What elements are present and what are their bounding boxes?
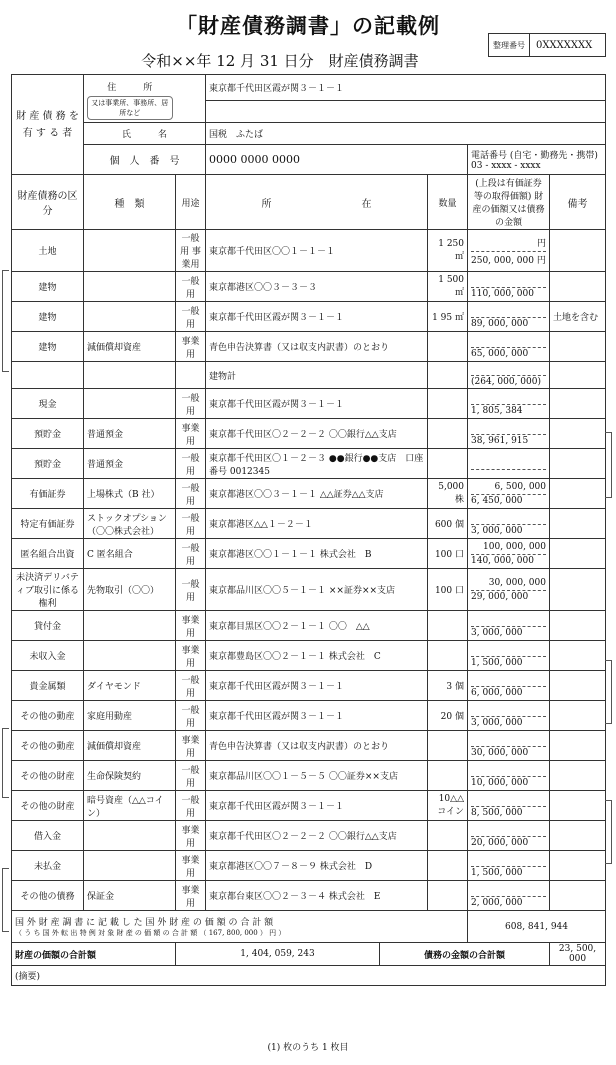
cell-yoto: 一般用 事業用 [176, 230, 206, 272]
cell-kubun: その他の財産 [12, 791, 84, 821]
cell-shurui [84, 230, 176, 272]
amount-value: 8, 500, 000 [471, 806, 546, 818]
cell-suryo: 100 口 [428, 539, 468, 569]
cell-biko [550, 539, 606, 569]
amount-value: 3, 000, 000 [471, 716, 546, 728]
col-yoto: 用途 [176, 175, 206, 230]
amount-top [471, 422, 546, 432]
table-row [12, 569, 606, 611]
cell-shozai: 東京都港区〇〇７－８－９ 株式会社 D [206, 851, 428, 881]
cell-suryo: 10△△コイン [428, 791, 468, 821]
cell-amount [468, 302, 550, 332]
cell-suryo: 3 個 [428, 671, 468, 701]
amount-top: 6, 500, 000 [494, 481, 546, 492]
cell-amount [468, 671, 550, 701]
amount-top: 円 [536, 238, 546, 249]
amount-top [471, 512, 546, 522]
cell-biko [550, 389, 606, 419]
cell-shurui: 家庭用動産 [84, 701, 176, 731]
right-bracket [605, 432, 612, 498]
cell-suryo [428, 881, 468, 911]
remarks-cell: (摘要) [12, 966, 606, 986]
cell-amount [468, 449, 550, 479]
cell-kubun: 有価証券 [12, 479, 84, 509]
cell-yoto: 事業用 [176, 851, 206, 881]
cell-kubun: 貸付金 [12, 611, 84, 641]
cell-biko [550, 449, 606, 479]
debts-total-label: 債務の金額の合計額 [380, 943, 550, 966]
cell-shozai: 青色申告決算書（又は収支内訳書）のとおり [206, 332, 428, 362]
cell-shurui [84, 851, 176, 881]
cell-shurui [84, 821, 176, 851]
amount-top: 100, 000, 000 [483, 541, 546, 552]
amount-value: 38, 961, 915 [471, 434, 546, 446]
cell-shozai: 東京都港区〇〇１－１－１ 株式会社 B [206, 539, 428, 569]
cell-yoto: 一般用 [176, 509, 206, 539]
cell-amount [468, 611, 550, 641]
cell-shozai: 東京都港区〇〇３－１－１ △△証券△△支店 [206, 479, 428, 509]
cell-shozai: 東京都千代田区〇２－２－２ 〇〇銀行△△支店 [206, 419, 428, 449]
cell-yoto: 一般用 [176, 449, 206, 479]
cell-amount [468, 791, 550, 821]
cell-shurui [84, 272, 176, 302]
address-value: 東京都千代田区霞が関３－１－１ [206, 75, 606, 101]
cell-suryo [428, 362, 468, 389]
left-bracket [2, 728, 9, 798]
table-row [12, 449, 606, 479]
table-row [12, 419, 606, 449]
cell-amount [468, 731, 550, 761]
name-value: 国税 ふたば [206, 123, 606, 145]
cell-shozai: 東京都千代田区霞が関３－１－１ [206, 389, 428, 419]
cell-suryo [428, 332, 468, 362]
phone-label: 電話番号 [471, 151, 508, 161]
foreign-total-label [12, 911, 468, 943]
cell-yoto: 事業用 [176, 332, 206, 362]
cell-shozai: 東京都品川区〇〇５－１－１ ××証券××支店 [206, 569, 428, 611]
cell-yoto: 事業用 [176, 419, 206, 449]
cell-biko [550, 821, 606, 851]
cell-biko [550, 569, 606, 611]
amount-value: 1, 500, 000 [471, 866, 546, 878]
cell-biko [550, 419, 606, 449]
cell-shozai: 東京都港区〇〇３－３－３ [206, 272, 428, 302]
amount-value: 6, 000, 000 [471, 686, 546, 698]
cell-amount [468, 569, 550, 611]
cell-yoto: 一般用 [176, 272, 206, 302]
cell-shurui [84, 611, 176, 641]
cell-shozai: 東京都千代田区霞が関３－１－１ [206, 671, 428, 701]
phone-kind: (自宅・勤務先・携帯) [509, 151, 598, 161]
amount-top [471, 305, 546, 315]
table-row [12, 302, 606, 332]
cell-shozai: 建物計 [206, 362, 428, 389]
left-bracket [2, 868, 9, 932]
cell-biko [550, 671, 606, 701]
amount-top [471, 854, 546, 864]
cell-suryo: 100 口 [428, 569, 468, 611]
cell-suryo [428, 419, 468, 449]
asset-debt-table [11, 74, 606, 986]
cell-kubun: 未収入金 [12, 641, 84, 671]
cell-shurui: C 匿名組合 [84, 539, 176, 569]
cell-yoto: 事業用 [176, 641, 206, 671]
table-row [12, 731, 606, 761]
amount-value: 1, 500, 000 [471, 656, 546, 668]
table-row [12, 230, 606, 272]
cell-amount [468, 362, 550, 389]
amount-top [471, 614, 546, 624]
cell-suryo [428, 611, 468, 641]
cell-amount [468, 881, 550, 911]
cell-yoto: 事業用 [176, 821, 206, 851]
id-value: 0000 0000 0000 [206, 145, 468, 175]
cell-suryo [428, 851, 468, 881]
cell-kubun: 借入金 [12, 821, 84, 851]
foreign-label-2: （ う ち 国 外 転 出 特 例 対 象 財 産 の 価 額 の 合 計 額 （ 167, 800, 000 ） 円 ） [15, 929, 286, 937]
cell-shurui [84, 362, 176, 389]
amount-top [471, 335, 546, 345]
cell-kubun: 建物 [12, 302, 84, 332]
amount-value: 30, 000, 000 [471, 746, 546, 758]
table-row [12, 641, 606, 671]
table-row [12, 611, 606, 641]
cell-suryo [428, 389, 468, 419]
amount-top [471, 764, 546, 774]
cell-suryo: 20 個 [428, 701, 468, 731]
table-row [12, 701, 606, 731]
name-label: 氏 名 [84, 123, 206, 145]
cell-shurui: 保証金 [84, 881, 176, 911]
amount-value: 10, 000, 000 [471, 776, 546, 788]
cell-kubun: 特定有価証券 [12, 509, 84, 539]
amount-value: 250, 000, 000 円 [471, 251, 546, 266]
amount-value: 1, 805, 384 [471, 404, 546, 416]
table-row [12, 539, 606, 569]
cell-shozai: 東京都港区△△１－２－１ [206, 509, 428, 539]
cell-amount [468, 761, 550, 791]
amount-value: 20, 000, 000 [471, 836, 546, 848]
cell-amount [468, 851, 550, 881]
cell-kubun: その他の財産 [12, 761, 84, 791]
cell-shurui: 普通預金 [84, 419, 176, 449]
cell-biko [550, 641, 606, 671]
cell-biko [550, 761, 606, 791]
col-shozai: 所 在 [206, 175, 428, 230]
phone-value: 03 - xxxx - xxxx [471, 161, 541, 171]
cell-shurui: 上場株式（B 社） [84, 479, 176, 509]
cell-yoto: 一般用 [176, 761, 206, 791]
cell-biko [550, 791, 606, 821]
amount-top [471, 275, 546, 285]
cell-shozai: 東京都千代田区霞が関３－１－１ [206, 302, 428, 332]
cell-kubun: その他の動産 [12, 731, 84, 761]
foreign-total-value: 608, 841, 944 [468, 911, 606, 943]
table-row [12, 791, 606, 821]
amount-value: 89, 000, 000 [471, 317, 546, 329]
cell-biko [550, 230, 606, 272]
assets-total-value: 1, 404, 059, 243 [176, 943, 380, 966]
cell-yoto: 一般用 [176, 389, 206, 419]
cell-shurui: ストックオプション（〇〇株式会社） [84, 509, 176, 539]
right-bracket [605, 800, 612, 864]
cell-amount [468, 509, 550, 539]
amount-top [471, 884, 546, 894]
cell-biko [550, 881, 606, 911]
cell-suryo: 1 95 ㎡ [428, 302, 468, 332]
cell-amount [468, 821, 550, 851]
table-row [12, 851, 606, 881]
amount-top [471, 674, 546, 684]
amount-value [471, 469, 546, 471]
cell-biko [550, 509, 606, 539]
cell-shurui: 減価償却資産 [84, 731, 176, 761]
cell-yoto: 事業用 [176, 611, 206, 641]
page-footer: (1) 枚のうち 1 枚目 [267, 1043, 349, 1053]
amount-value: 6, 450, 000 [471, 494, 546, 506]
right-bracket [605, 660, 612, 724]
cell-shozai: 東京都千代田区〇１－２－３ ●●銀行●●支店 口座番号 0012345 [206, 449, 428, 479]
cell-yoto: 一般用 [176, 569, 206, 611]
amount-value: 110, 000, 000 [471, 287, 546, 299]
cell-biko [550, 272, 606, 302]
amount-top [471, 824, 546, 834]
cell-kubun [12, 362, 84, 389]
cell-shozai: 東京都品川区〇〇１－５－５ 〇〇証券××支店 [206, 761, 428, 791]
cell-yoto: 一般用 [176, 671, 206, 701]
cell-amount [468, 272, 550, 302]
cell-amount [468, 389, 550, 419]
amount-value: 65, 000, 000 [471, 347, 546, 359]
cell-kubun: 未払金 [12, 851, 84, 881]
document-title: 「財産債務調書」の記載例 [176, 14, 440, 38]
cell-kubun: 預貯金 [12, 419, 84, 449]
cell-biko [550, 611, 606, 641]
table-row [12, 761, 606, 791]
cell-kubun: 現金 [12, 389, 84, 419]
cell-yoto: 事業用 [176, 731, 206, 761]
debts-total-value: 23, 500, 000 [550, 943, 606, 966]
table-row [12, 881, 606, 911]
cell-amount [468, 539, 550, 569]
seiri-number-label: 整理番号 [489, 34, 530, 56]
cell-biko: 土地を含む [550, 302, 606, 332]
cell-yoto: 一般用 [176, 302, 206, 332]
cell-suryo: 5,000株 [428, 479, 468, 509]
cell-suryo: 600 個 [428, 509, 468, 539]
id-label: 個 人 番 号 [84, 145, 206, 175]
table-row [12, 671, 606, 701]
cell-shozai: 東京都千代田区霞が関３－１－１ [206, 791, 428, 821]
foreign-label-1: 国 外 財 産 調 書 に 記 載 し た 国 外 財 産 の 価 額 の 合 計 額 [15, 918, 274, 928]
amount-value: 29, 000, 000 [471, 590, 546, 602]
amount-top [471, 457, 546, 467]
amount-top [471, 704, 546, 714]
left-bracket [2, 270, 9, 372]
cell-kubun: 建物 [12, 272, 84, 302]
cell-suryo [428, 731, 468, 761]
cell-kubun: その他の動産 [12, 701, 84, 731]
amount-value: 3, 000, 000 [471, 626, 546, 638]
cell-shozai: 東京都千代田区霞が関３－１－１ [206, 701, 428, 731]
cell-kubun: 土地 [12, 230, 84, 272]
cell-amount [468, 230, 550, 272]
cell-suryo [428, 641, 468, 671]
amount-top [471, 392, 546, 402]
cell-yoto: 一般用 [176, 479, 206, 509]
cell-shurui [84, 641, 176, 671]
address-sublabel: 又は事業所、事務所、居所など [87, 96, 173, 120]
amount-value: 140, 000, 000 [471, 554, 546, 566]
amount-top: 30, 000, 000 [488, 577, 546, 588]
cell-yoto: 事業用 [176, 881, 206, 911]
col-kubun: 財産債務の区分 [12, 175, 84, 230]
amount-top [471, 363, 546, 373]
assets-total-label: 財産の価額の合計額 [12, 943, 176, 966]
cell-biko [550, 731, 606, 761]
cell-shurui: 暗号資産（△△コイン） [84, 791, 176, 821]
cell-shurui: 先物取引（〇〇） [84, 569, 176, 611]
cell-biko [550, 851, 606, 881]
cell-suryo [428, 761, 468, 791]
cell-shozai: 青色申告決算書（又は収支内訳書）のとおり [206, 731, 428, 761]
amount-value: 3, 000, 000 [471, 524, 546, 536]
cell-shozai: 東京都千代田区〇２－２－２ 〇〇銀行△△支店 [206, 821, 428, 851]
address-label: 住 所 [107, 83, 153, 93]
table-row [12, 479, 606, 509]
cell-shozai: 東京都千代田区〇〇１－１－１ [206, 230, 428, 272]
table-row [12, 389, 606, 419]
col-kagaku: (上段は有価証券等の取得価額) 財産の価額又は債務の金額 [468, 175, 550, 230]
cell-suryo [428, 821, 468, 851]
cell-amount [468, 701, 550, 731]
table-row [12, 272, 606, 302]
holder-section-label: 財 産 債 務 を 有 す る 者 [12, 75, 84, 175]
cell-biko [550, 332, 606, 362]
cell-kubun: 預貯金 [12, 449, 84, 479]
amount-top [471, 644, 546, 654]
cell-shurui: 減価償却資産 [84, 332, 176, 362]
amount-top [471, 794, 546, 804]
cell-kubun: 未決済デリバティブ取引に係る権利 [12, 569, 84, 611]
table-row [12, 509, 606, 539]
amount-top [471, 734, 546, 744]
cell-shurui: 普通預金 [84, 449, 176, 479]
amount-value: 2, 000, 000 [471, 896, 546, 908]
cell-biko [550, 362, 606, 389]
cell-biko [550, 701, 606, 731]
amount-value: (264, 000, 000) [471, 375, 546, 387]
phone-cell [468, 145, 606, 175]
cell-yoto: 一般用 [176, 701, 206, 731]
table-row [12, 821, 606, 851]
cell-yoto: 一般用 [176, 791, 206, 821]
cell-amount [468, 641, 550, 671]
cell-shurui: ダイヤモンド [84, 671, 176, 701]
cell-shozai: 東京都台東区〇〇２－３－４ 株式会社 E [206, 881, 428, 911]
col-biko: 備考 [550, 175, 606, 230]
cell-kubun: 匿名組合出資 [12, 539, 84, 569]
cell-shurui [84, 302, 176, 332]
table-row [12, 332, 606, 362]
cell-amount [468, 332, 550, 362]
document-subtitle: 令和××年 12 月 31 日分 財産債務調書 [141, 52, 419, 70]
cell-kubun: 建物 [12, 332, 84, 362]
cell-amount [468, 479, 550, 509]
cell-suryo: 1 500 ㎡ [428, 272, 468, 302]
seiri-number-value: 0XXXXXXX [536, 39, 593, 51]
cell-amount [468, 419, 550, 449]
cell-kubun: その他の債務 [12, 881, 84, 911]
cell-suryo: 1 250 ㎡ [428, 230, 468, 272]
col-suryo: 数量 [428, 175, 468, 230]
col-shurui: 種 類 [84, 175, 176, 230]
cell-yoto [176, 362, 206, 389]
cell-suryo [428, 449, 468, 479]
cell-yoto: 一般用 [176, 539, 206, 569]
cell-biko [550, 479, 606, 509]
cell-kubun: 貴金属類 [12, 671, 84, 701]
cell-shozai: 東京都豊島区〇〇２－１－１ 株式会社 C [206, 641, 428, 671]
cell-shurui [84, 389, 176, 419]
table-row [12, 362, 606, 389]
cell-shozai: 東京都目黒区〇〇２－１－１ 〇〇 △△ [206, 611, 428, 641]
cell-shurui: 生命保険契約 [84, 761, 176, 791]
